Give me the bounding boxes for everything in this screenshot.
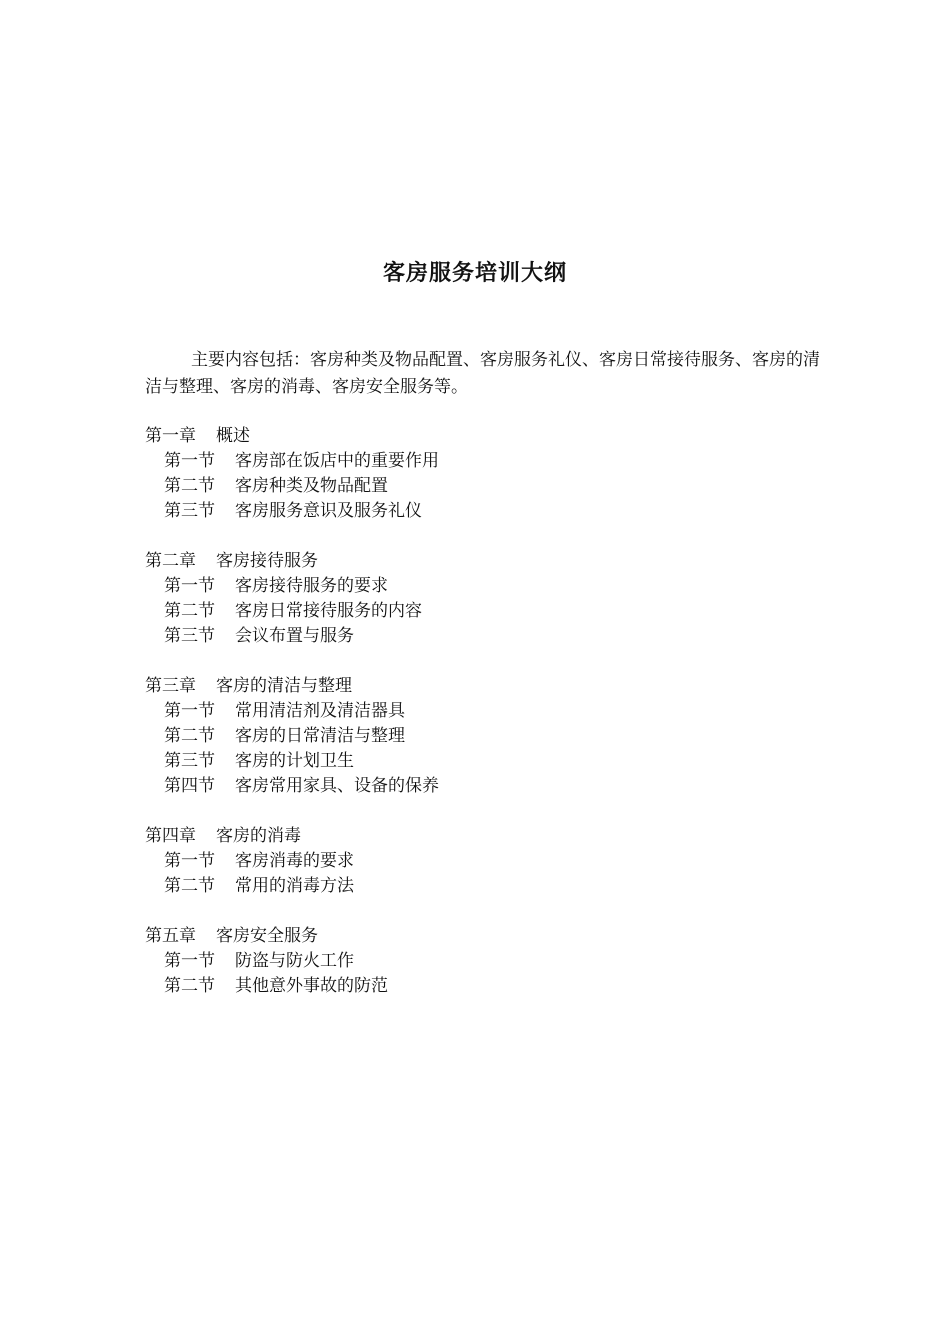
section-title: 客房的日常清洁与整理 bbox=[235, 726, 405, 746]
section-number: 第二节 bbox=[164, 976, 215, 996]
chapter-title: 客房安全服务 bbox=[216, 926, 318, 946]
document-title: 客房服务培训大纲 bbox=[382, 260, 567, 286]
section-list bbox=[145, 849, 835, 899]
section-item bbox=[145, 574, 835, 599]
chapter-5 bbox=[145, 924, 835, 999]
section-title: 常用清洁剂及清洁器具 bbox=[235, 701, 405, 721]
chapter-heading bbox=[145, 674, 835, 699]
chapter-title: 概述 bbox=[216, 426, 250, 446]
section-number: 第一节 bbox=[164, 576, 215, 596]
intro-text: 主要内容包括：客房种类及物品配置、客房服务礼仪、客房日常接待服务、客房的清洁与整理、客房的消毒、客房安全服务等。 bbox=[145, 350, 820, 397]
chapter-number: 第二章 bbox=[145, 551, 196, 571]
section-item bbox=[145, 624, 835, 649]
section-title: 客房常用家具、设备的保养 bbox=[235, 776, 439, 796]
section-title: 防盗与防火工作 bbox=[235, 951, 354, 971]
section-title: 客房部在饭店中的重要作用 bbox=[235, 451, 439, 471]
section-item bbox=[145, 724, 835, 749]
chapter-heading bbox=[145, 824, 835, 849]
section-number: 第二节 bbox=[164, 601, 215, 621]
section-title: 客房种类及物品配置 bbox=[235, 476, 388, 496]
section-item bbox=[145, 974, 835, 999]
section-number: 第二节 bbox=[164, 726, 215, 746]
section-item bbox=[145, 949, 835, 974]
section-title: 客房的计划卫生 bbox=[235, 751, 354, 771]
section-title: 会议布置与服务 bbox=[235, 626, 354, 646]
chapter-2 bbox=[145, 549, 835, 649]
section-item bbox=[145, 749, 835, 774]
section-number: 第三节 bbox=[164, 501, 215, 521]
section-title: 客房服务意识及服务礼仪 bbox=[235, 501, 422, 521]
section-item bbox=[145, 774, 835, 799]
section-item bbox=[145, 874, 835, 899]
section-title: 其他意外事故的防范 bbox=[235, 976, 388, 996]
chapter-title: 客房的清洁与整理 bbox=[216, 676, 352, 696]
chapter-number: 第四章 bbox=[145, 826, 196, 846]
section-number: 第三节 bbox=[164, 626, 215, 646]
section-item bbox=[145, 449, 835, 474]
chapter-title: 客房的消毒 bbox=[216, 826, 301, 846]
chapter-4 bbox=[145, 824, 835, 899]
section-number: 第一节 bbox=[164, 701, 215, 721]
chapter-title: 客房接待服务 bbox=[216, 551, 318, 571]
chapter-number: 第五章 bbox=[145, 926, 196, 946]
chapter-number: 第三章 bbox=[145, 676, 196, 696]
section-number: 第四节 bbox=[164, 776, 215, 796]
section-number: 第一节 bbox=[164, 951, 215, 971]
section-number: 第一节 bbox=[164, 851, 215, 871]
chapter-heading bbox=[145, 424, 835, 449]
chapter-1 bbox=[145, 424, 835, 524]
section-number: 第三节 bbox=[164, 751, 215, 771]
table-of-contents bbox=[145, 424, 835, 1024]
section-list bbox=[145, 574, 835, 649]
section-item bbox=[145, 599, 835, 624]
chapter-3 bbox=[145, 674, 835, 799]
chapter-number: 第一章 bbox=[145, 426, 196, 446]
section-number: 第二节 bbox=[164, 476, 215, 496]
section-list bbox=[145, 949, 835, 999]
intro-paragraph bbox=[145, 347, 835, 401]
section-item bbox=[145, 849, 835, 874]
section-number: 第一节 bbox=[164, 451, 215, 471]
section-title: 客房接待服务的要求 bbox=[235, 576, 388, 596]
chapter-heading bbox=[145, 924, 835, 949]
section-item bbox=[145, 474, 835, 499]
section-title: 客房日常接待服务的内容 bbox=[235, 601, 422, 621]
section-title: 常用的消毒方法 bbox=[235, 876, 354, 896]
chapter-heading bbox=[145, 549, 835, 574]
section-title: 客房消毒的要求 bbox=[235, 851, 354, 871]
section-number: 第二节 bbox=[164, 876, 215, 896]
section-list bbox=[145, 449, 835, 524]
section-list bbox=[145, 699, 835, 799]
section-item bbox=[145, 699, 835, 724]
section-item bbox=[145, 499, 835, 524]
